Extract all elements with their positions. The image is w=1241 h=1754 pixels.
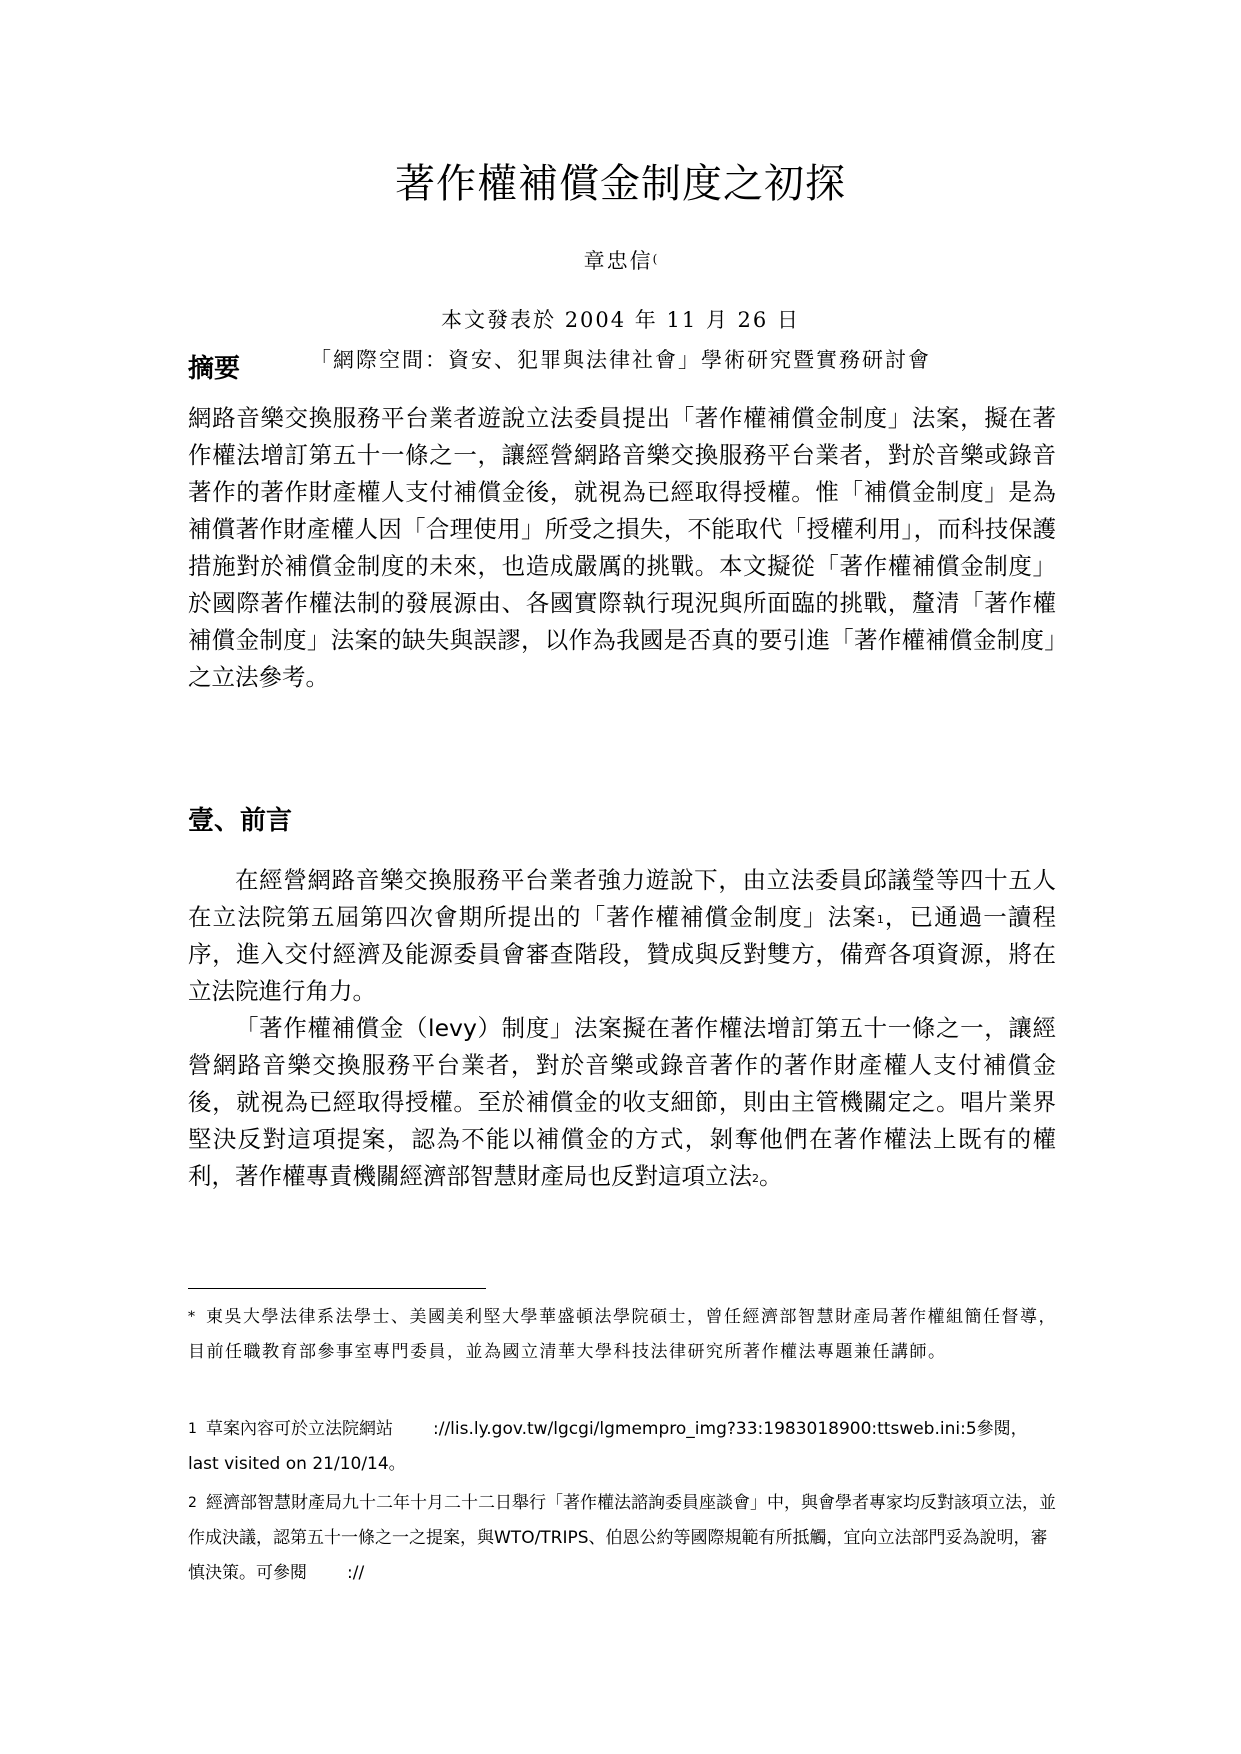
footnote-separator [188, 1288, 486, 1289]
author-line [0, 246, 1241, 276]
footnote-star-mark: * [188, 1309, 197, 1325]
footnote-ref-2[interactable]: 2 [752, 1172, 759, 1185]
footnote-1 [188, 1412, 1058, 1482]
publication-info [0, 300, 1241, 380]
footnote-1-mark: 1 [188, 1421, 197, 1437]
footnote-author-text: 東吳大學法律系法學士、美國美利堅大學華盛頓法學院碩士，曾任經濟部智慧財產局著作權組簡任督導，目前任職教育部參事室專門委員，並為國立清華大學科技法律研究所著作權法專題兼任講師。 [188, 1307, 1057, 1362]
footnote-author [188, 1300, 1058, 1370]
intro-paragraph-1 [188, 862, 1056, 1010]
publication-date: 本文發表於 2004 年 11 月 26 日 [441, 308, 800, 332]
footnote-2 [188, 1486, 1058, 1591]
conference-name: 「網際空間：資安、犯罪與法律社會」學術研究暨實務研討會 [310, 348, 931, 372]
abstract-heading: 摘要 [188, 354, 241, 384]
footnote-2-mark: 2 [188, 1495, 197, 1511]
section-heading-introduction: 壹、前言 [188, 806, 293, 836]
footnote-2-text: 經濟部智慧財產局九十二年十月二十二日舉行「著作權法諮詢委員座談會」中，與會學者專家均反對該項立法，並作成決議，認第五十一條之一之提案，與WTO/TRIPS、伯恩公約等國際規範有所抵觸，宜向立法部門妥為說明，審慎決策。可參閱 [188, 1493, 1056, 1583]
paper-title: 著作權補償金制度之初探 [395, 161, 846, 207]
intro-p2-text: 「著作權補償金（levy）制度」法案擬在著作權法增訂第五十一條之一，讓經營網路音樂交換服務平台業者，對於音樂或錄音著作的著作財產權人支付補償金後，就視為已經取得授權。至於補償金的收支細節，則由主管機關定之。唱片業界堅決反對這項提案，認為不能以補償金的方式，剝奪他們在著作權法上既有的權利，著作權專責機關經濟部智慧財產局也反對這項立法 [188, 1014, 1056, 1190]
footnote-1-url[interactable]: ://lis.ly.gov.tw/lgcgi/lgmempro_img?33:1983018900:ttsweb.ini:5參閱，last visited on 21/10/14。 [188, 1419, 1028, 1474]
intro-paragraph-2 [188, 1010, 1056, 1195]
footnote-2-url[interactable]: :// [347, 1563, 365, 1583]
author-footnote-mark: ( [652, 252, 658, 266]
footnote-1-text: 草案內容可於立法院網站 [206, 1419, 393, 1439]
intro-p1-text-cont: ，已通過一讀程序，進入交付經濟及能源委員會審查階段，贊成與反對雙方，備齊各項資源，將在立法院進行角力。 [188, 903, 1057, 1005]
footnote-ref-1[interactable]: 1 [876, 913, 884, 926]
intro-p1-text: 在經營網路音樂交換服務平台業者強力遊說下，由立法委員邱議瑩等四十五人在立法院第五屆第四次會期所提出的「著作權補償金制度」法案 [188, 866, 1056, 931]
abstract-text: 網路音樂交換服務平台業者遊說立法委員提出「著作權補償金制度」法案，擬在著作權法增訂第五十一條之一，讓經營網路音樂交換服務平台業者，對於音樂或錄音著作的著作財產權人支付補償金後，就視為已經取得授權。惟「補償金制度」是為補償著作財產權人因「合理使用」所受之損失，不能取代「授權利用」，而科技保護措施對於補償金制度的未來，也造成嚴厲的挑戰。本文擬從「著作權補償金制度」於國際著作權法制的發展源由、各國實際執行現況與所面臨的挑戰，釐清「著作權補償金制度」法案的缺失與誤謬，以作為我國是否真的要引進「著作權補償金制度」之立法參考。 [188, 404, 1056, 691]
author-name: 章忠信 [583, 249, 653, 273]
intro-p2-text-cont: 。 [759, 1162, 783, 1190]
